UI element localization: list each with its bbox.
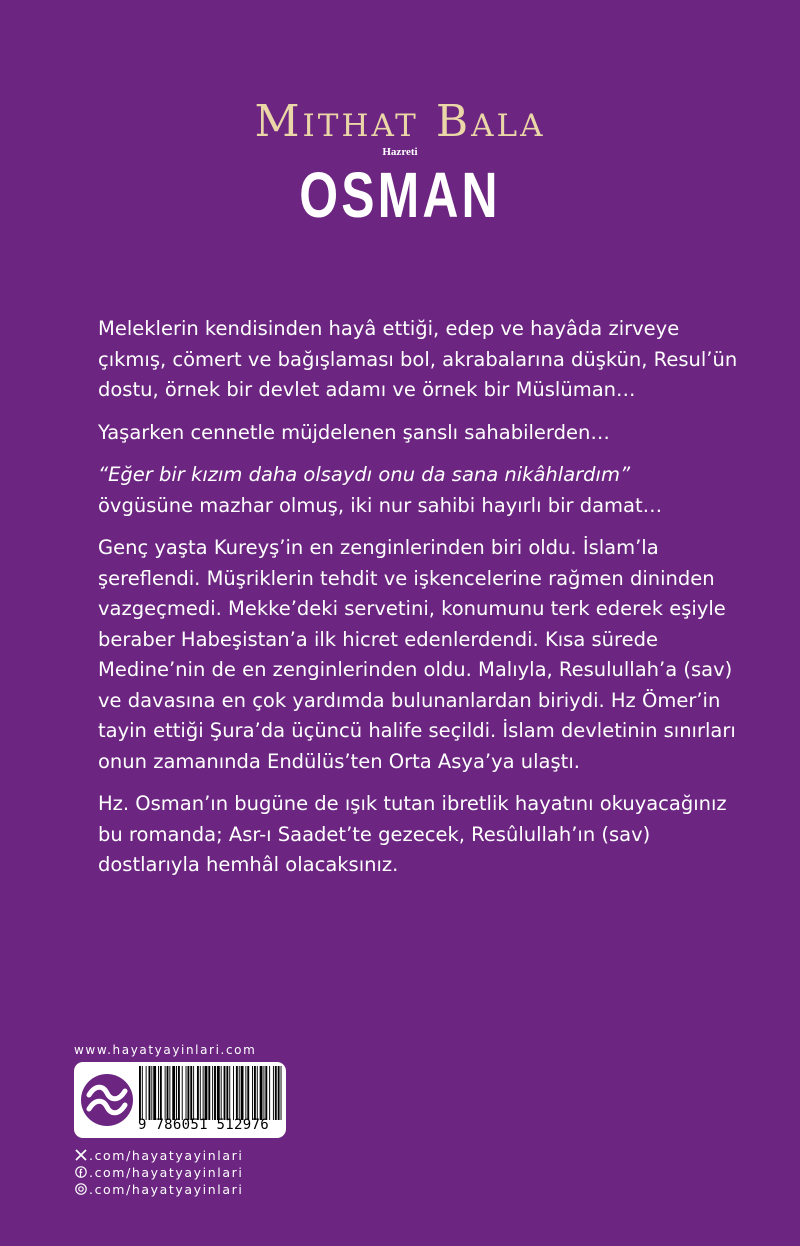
- barcode-bar: [193, 1066, 194, 1120]
- social-x[interactable]: [75, 1147, 295, 1163]
- barcode-bar: [165, 1066, 166, 1120]
- barcode-bar: [158, 1066, 159, 1120]
- social-instagram-handle: .com/hayatyayinlari: [89, 1181, 244, 1197]
- barcode-bar: [217, 1066, 220, 1120]
- blurb-quote: “Eğer bir kızım daha olsaydı onu da sana nikâhlardım”: [98, 463, 631, 486]
- barcode-bar: [203, 1066, 204, 1120]
- barcode-bar: [236, 1066, 238, 1120]
- barcode-bar: [273, 1066, 274, 1120]
- barcode-bar: [146, 1066, 147, 1120]
- barcode-panel: [74, 1062, 286, 1138]
- book-title: OSMAN: [299, 159, 501, 231]
- barcode-bar: [172, 1066, 175, 1120]
- title-prefix: Hazreti: [382, 146, 418, 158]
- barcode-bar: [281, 1066, 282, 1120]
- barcode-bar: [160, 1066, 162, 1120]
- barcode-bar: [153, 1066, 156, 1120]
- barcode-bar: [226, 1066, 228, 1120]
- isbn-barcode: [138, 1066, 282, 1120]
- barcode-bar: [257, 1066, 258, 1120]
- blurb-paragraph-5: Hz. Osman’ın bugüne de ışık tutan ibretlik hayatını okuyacağınız bu romanda; Asr-ı Saadet’te gezecek, Resûlullah’ın (sav) dostlarıyla hemhâl olacaksınız.: [98, 792, 727, 876]
- social-facebook-handle: .com/hayatyayinlari: [89, 1164, 244, 1180]
- barcode-bar: [205, 1066, 208, 1120]
- barcode-bar: [186, 1066, 187, 1120]
- barcode-bar: [224, 1066, 226, 1120]
- barcode-bar: [252, 1066, 253, 1120]
- barcode-bar: [212, 1066, 213, 1120]
- barcode-bar: [178, 1066, 180, 1120]
- barcode-bar: [221, 1066, 222, 1120]
- barcode-bar: [182, 1066, 183, 1120]
- publisher-website[interactable]: www.hayatyayinlari.com: [74, 1043, 257, 1057]
- facebook-icon: [75, 1166, 87, 1178]
- blurb-quote-continuation: övgüsüne mazhar olmuş, iki nur sahibi hayırlı bir damat…: [98, 493, 663, 517]
- barcode-bar: [233, 1066, 234, 1120]
- barcode-bar: [197, 1066, 199, 1120]
- barcode-bar: [278, 1066, 280, 1120]
- instagram-icon: [75, 1183, 87, 1195]
- barcode-bar: [169, 1066, 170, 1120]
- barcode-bar: [190, 1066, 192, 1120]
- barcode-bar: [245, 1066, 246, 1120]
- barcode-bar: [269, 1066, 270, 1120]
- social-x-handle: .com/hayatyayinlari: [89, 1147, 244, 1163]
- barcode-bar: [214, 1066, 216, 1120]
- barcode-bar: [176, 1066, 177, 1120]
- blurb-paragraph-1: Meleklerin kendisinden hayâ ettiği, edep ve hayâda zirveye çıkmış, cömert ve bağışlaması bol, akrabalarına düşkün, Resul’ün dostu, örnek bir devlet adamı ve örnek bir Müslüman…: [98, 317, 738, 401]
- barcode-bar: [254, 1066, 256, 1120]
- social-facebook[interactable]: [75, 1164, 295, 1180]
- barcode-bar: [187, 1066, 189, 1120]
- barcode-bar: [239, 1066, 240, 1120]
- barcode-bar: [149, 1066, 151, 1120]
- author-name: Mithat Bala: [254, 96, 546, 147]
- barcode-bar: [208, 1066, 210, 1120]
- barcode-bar: [260, 1066, 263, 1120]
- blurb-paragraph-4: Genç yaşta Kureyş’in en zenginlerinden biri oldu. İslam’la şereflendi. Müşriklerin tehdit ve işkencelerine rağmen dininden vazgeçmedi. Mekke’deki servetini, konumunu terk ederek eşiyle beraber Habeşistan’a ilk hicret edenlerdendi. Kısa sürede Medine’nin de en zenginlerinden oldu. Malıyla, Resulullah’a (sav) ve davasına en çok yardımda bulunanlardan biriydi. Hz Ömer’in tayin ettiği Şura’da üçüncü halife seçildi. İslam devletinin sınırları onun zamanında Endülüs’ten Orta Asya’ya ulaştı.: [98, 536, 736, 773]
- barcode-bar: [139, 1066, 141, 1120]
- isbn-number: 9 786051 512976: [138, 1117, 269, 1133]
- barcode-bar: [263, 1066, 264, 1120]
- barcode-bar: [265, 1066, 267, 1120]
- barcode-bar: [229, 1066, 230, 1120]
- barcode-bar: [241, 1066, 244, 1120]
- back-cover-blurb: [98, 314, 738, 893]
- blurb-paragraph-3: [98, 460, 738, 521]
- blurb-paragraph-2: Yaşarken cennetle müjdelenen şanslı sahabilerden…: [98, 420, 610, 444]
- barcode-bar: [167, 1066, 169, 1120]
- barcode-bar: [275, 1066, 277, 1120]
- barcode-bar: [200, 1066, 201, 1120]
- barcode-bar: [151, 1066, 152, 1120]
- barcode-bar: [142, 1066, 143, 1120]
- social-instagram[interactable]: [75, 1181, 295, 1197]
- barcode-bar: [247, 1066, 249, 1120]
- publisher-logo-icon: [80, 1073, 134, 1127]
- x-icon: [75, 1149, 87, 1161]
